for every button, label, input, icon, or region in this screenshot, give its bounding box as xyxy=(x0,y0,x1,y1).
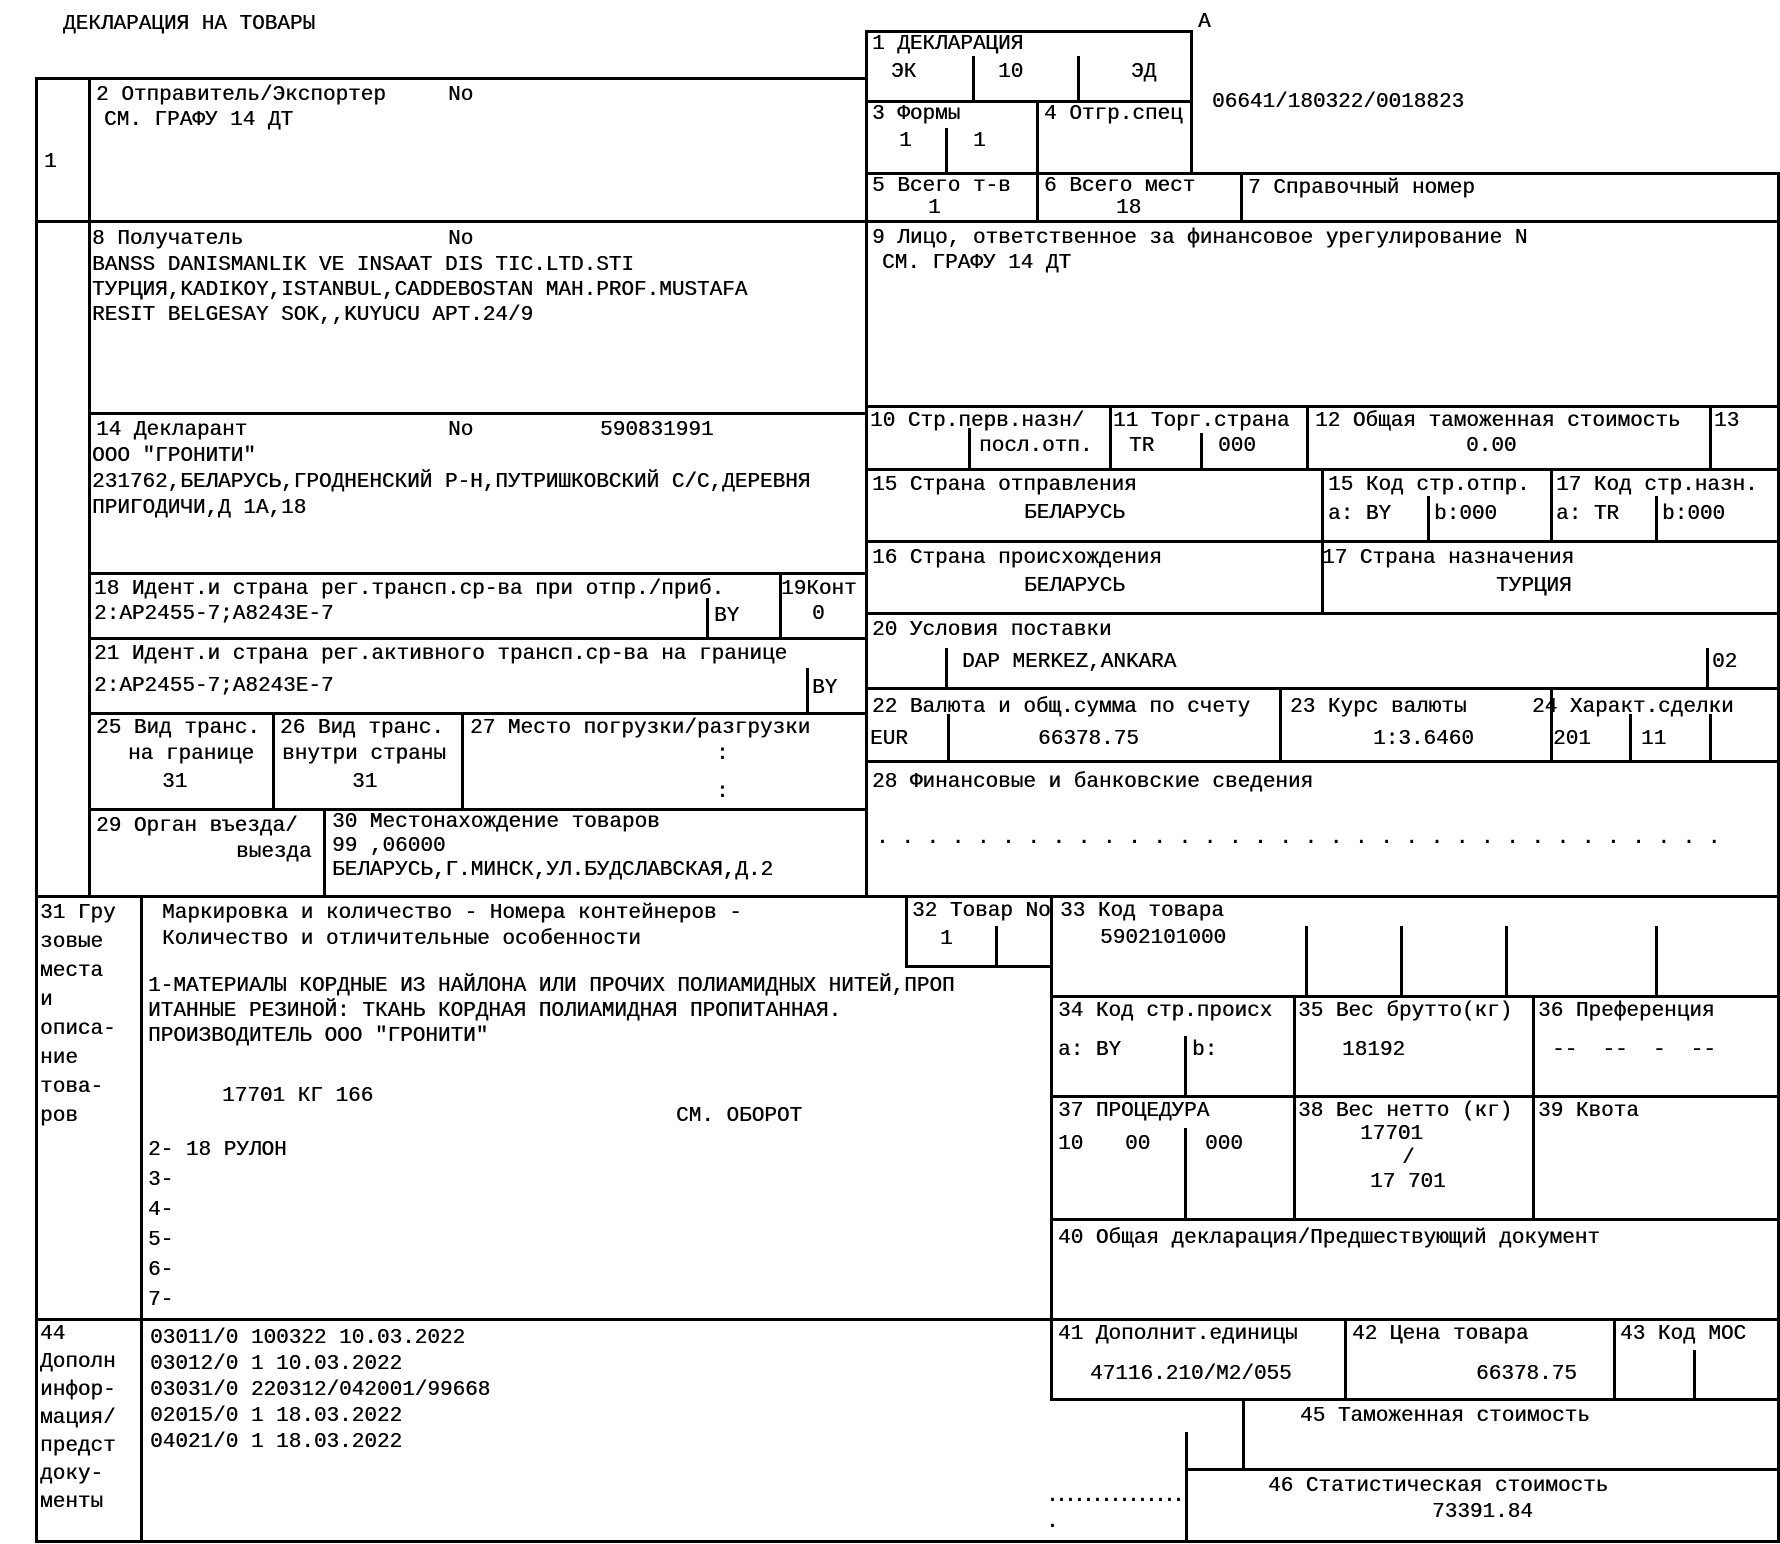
box25-label1: 25 Вид транс. xyxy=(96,717,260,740)
box19-label: 19Конт xyxy=(781,578,857,601)
grid-line xyxy=(88,572,865,575)
grid-line xyxy=(1655,496,1658,540)
box18-value: 2:АР2455-7;А8243Е-7 xyxy=(94,603,334,626)
box28-dots: . . . . . . . . . . . . . . . . . . . . . . . . . . . . . . . . . . xyxy=(876,827,1721,850)
box14-declarant-address1: 231762,БЕЛАРУСЬ,ГРОДНЕНСКИЙ Р-Н,ПУТРИШКОВСКИЙ С/С,ДЕРЕВНЯ xyxy=(92,471,811,494)
box21-value: 2:АР2455-7;А8243Е-7 xyxy=(94,675,334,698)
box9-value: СМ. ГРАФУ 14 ДТ xyxy=(882,252,1072,275)
box15a-label: 15 Код стр.отпр. xyxy=(1328,474,1530,497)
grid-line xyxy=(1279,687,1282,760)
grid-line xyxy=(806,668,809,712)
box11-code: 000 xyxy=(1218,435,1256,458)
grid-line xyxy=(1629,714,1632,760)
box31-side-label: ров xyxy=(40,1105,78,1128)
box44-document-line: 03012/0 1 10.03.2022 xyxy=(150,1353,403,1376)
box11-country: TR xyxy=(1129,435,1155,458)
grid-line xyxy=(1532,995,1535,1218)
grid-line xyxy=(972,56,975,100)
box31-header2: Количество и отличительные особенности xyxy=(162,928,641,951)
box31-side-label: описа- xyxy=(40,1018,116,1041)
box35-label: 35 Вес брутто(кг) xyxy=(1298,1000,1513,1023)
box37-value1: 10 xyxy=(1058,1133,1084,1156)
grid-line xyxy=(865,30,868,895)
box31-item: 3- xyxy=(148,1169,174,1192)
box23-label: 23 Курс валюты xyxy=(1290,696,1467,719)
grid-line xyxy=(947,714,950,760)
box15a-code-a: a: BY xyxy=(1328,503,1392,526)
box32-label: 32 Товар No xyxy=(912,900,1051,923)
box6-value: 18 xyxy=(1116,197,1142,220)
box45-label: 45 Таможенная стоимость xyxy=(1300,1405,1590,1428)
box44-document-line: 03031/0 220312/042001/99668 xyxy=(150,1379,491,1402)
box8-consignee-address1: ТУРЦИЯ,KADIKOY,ISTANBUL,CADDEBOSTAN MAH.PROF.MUSTAFA xyxy=(92,279,748,302)
box38-net-weight1: 17701 xyxy=(1360,1123,1424,1146)
box44-side-label: мация/ xyxy=(40,1407,116,1430)
box15a-code-b: b:000 xyxy=(1434,503,1498,526)
box1-kind: ЭД xyxy=(1131,61,1157,84)
box17-label: 17 Страна назначения xyxy=(1322,547,1575,570)
box31-side-label: 31 Гру xyxy=(40,902,116,925)
grid-line xyxy=(995,926,998,965)
box31-item: 4- xyxy=(148,1199,174,1222)
grid-line xyxy=(1036,100,1039,223)
box27-colon1: : xyxy=(716,743,729,766)
grid-line xyxy=(1655,926,1658,995)
box31-side-label: места xyxy=(40,960,104,983)
box31-side-label: това- xyxy=(40,1076,104,1099)
grid-line xyxy=(1200,433,1203,468)
box31-header1: Маркировка и количество - Номера контейнеров - xyxy=(162,902,742,925)
grid-line xyxy=(905,965,1050,968)
box8-consignee-address2: RESIT BELGESAY SOK,,KUYUCU APT.24/9 xyxy=(92,304,534,327)
box26-label2: внутри страны xyxy=(282,743,446,766)
box24-value1: 201 xyxy=(1553,728,1591,751)
box34-label: 34 Код стр.происх xyxy=(1058,1000,1273,1023)
box1-declaration-type: ЭК xyxy=(891,61,917,84)
box16-label: 16 Страна происхождения xyxy=(872,547,1162,570)
grid-line xyxy=(865,687,1780,690)
grid-line xyxy=(1184,1128,1187,1218)
box31-side-label: и xyxy=(40,989,53,1012)
grid-line xyxy=(1050,995,1780,998)
grid-line xyxy=(1321,468,1324,612)
box36-value: -- -- - -- xyxy=(1552,1039,1716,1062)
grid-line xyxy=(1693,1350,1696,1398)
grid-line xyxy=(35,1540,1780,1543)
box17a-code-a: a: TR xyxy=(1556,503,1620,526)
box31-side-label: ние xyxy=(40,1047,78,1070)
grid-line xyxy=(1050,1095,1780,1098)
box24-value2: 11 xyxy=(1641,728,1667,751)
box2-label: 2 Отправитель/Экспортер xyxy=(96,84,386,107)
box26-label1: 26 Вид транс. xyxy=(280,717,444,740)
box7-label: 7 Справочный номер xyxy=(1248,177,1475,200)
grid-line xyxy=(1185,1468,1780,1471)
box29-label1: 29 Орган въезда/ xyxy=(96,815,298,838)
box42-item-price: 66378.75 xyxy=(1476,1363,1577,1386)
box14-declarant-name: ООО "ГРОНИТИ" xyxy=(92,445,256,468)
box43-label: 43 Код МОС xyxy=(1620,1323,1747,1346)
grid-line xyxy=(1305,926,1308,995)
box1-label: 1 ДЕКЛАРАЦИЯ xyxy=(872,33,1024,56)
grid-line xyxy=(88,637,865,640)
grid-line xyxy=(1344,1318,1347,1398)
box44-side-label: менты xyxy=(40,1491,104,1514)
copy-number: 1 xyxy=(44,151,57,174)
grid-line xyxy=(35,1318,1780,1321)
box41-supplementary-units: 47116.210/М2/055 xyxy=(1090,1363,1292,1386)
box30-label: 30 Местонахождение товаров xyxy=(332,811,660,834)
box31-weight-line: 17701 КГ 166 xyxy=(222,1085,374,1108)
grid-line xyxy=(35,77,865,80)
box31-item: 7- xyxy=(148,1289,174,1312)
grid-line xyxy=(968,428,971,468)
box6-label: 6 Всего мест xyxy=(1044,175,1196,198)
reg-letter: A xyxy=(1198,11,1211,34)
box44-side-label: 44 xyxy=(40,1323,66,1346)
box44-document-line: 02015/0 1 18.03.2022 xyxy=(150,1405,403,1428)
box16-value: БЕЛАРУСЬ xyxy=(1024,575,1125,598)
grid-line xyxy=(88,77,91,895)
box20-code: 02 xyxy=(1712,651,1738,674)
box10-label1: 10 Стр.перв.назн/ xyxy=(870,410,1085,433)
box44-side-label: предст xyxy=(40,1435,116,1458)
box46-statistical-value: 73391.84 xyxy=(1432,1501,1533,1524)
box17a-code-b: b:000 xyxy=(1662,503,1726,526)
box27-colon2: : xyxy=(716,781,729,804)
grid-line xyxy=(323,808,326,895)
box39-label: 39 Квота xyxy=(1538,1100,1639,1123)
grid-line xyxy=(1706,648,1709,687)
fill-dots: ............... xyxy=(1046,1485,1182,1508)
box22-currency: EUR xyxy=(870,728,908,751)
grid-line xyxy=(1550,468,1553,540)
box11-label: 11 Торг.страна xyxy=(1113,410,1290,433)
box15-label: 15 Страна отправления xyxy=(872,474,1137,497)
box33-commodity-code: 5902101000 xyxy=(1100,927,1227,950)
box20-value: DAP MERKEZ,ANKARA xyxy=(962,651,1177,674)
box14-label: 14 Декларант xyxy=(96,419,248,442)
grid-line xyxy=(865,760,1780,763)
grid-line xyxy=(945,648,948,687)
grid-line xyxy=(35,77,38,1543)
box3-label: 3 Формы xyxy=(872,103,961,126)
box31-item: 5- xyxy=(148,1229,174,1252)
grid-line xyxy=(272,712,275,808)
grid-line xyxy=(1109,405,1112,468)
box24-label: 24 Характ.сделки xyxy=(1532,696,1734,719)
box32-item-number: 1 xyxy=(940,928,953,951)
grid-line xyxy=(1077,56,1080,100)
grid-line xyxy=(1709,405,1712,468)
box44-document-line: 04021/0 1 18.03.2022 xyxy=(150,1431,403,1454)
box8-label: 8 Получатель xyxy=(92,228,244,251)
box17a-label: 17 Код стр.назн. xyxy=(1556,474,1758,497)
grid-line xyxy=(1190,30,1193,175)
grid-line xyxy=(1505,926,1508,995)
box29-label2: выезда xyxy=(236,841,312,864)
grid-line xyxy=(88,412,865,415)
box34-code-a: a: BY xyxy=(1058,1039,1122,1062)
grid-line xyxy=(1613,1318,1616,1398)
box3-value2: 1 xyxy=(973,130,986,153)
box5-value: 1 xyxy=(928,197,941,220)
box18-country: BY xyxy=(714,605,740,628)
box28-label: 28 Финансовые и банковские сведения xyxy=(872,771,1314,794)
grid-line xyxy=(706,598,709,637)
box35-gross-weight: 18192 xyxy=(1342,1039,1406,1062)
box2-value: СМ. ГРАФУ 14 ДТ xyxy=(104,109,294,132)
form-title: ДЕКЛАРАЦИЯ НА ТОВАРЫ xyxy=(63,13,316,36)
box12-value: 0.00 xyxy=(1466,435,1517,458)
box34-code-b: b: xyxy=(1192,1039,1218,1062)
grid-line xyxy=(461,712,464,808)
box36-label: 36 Преференция xyxy=(1538,1000,1715,1023)
box37-value3: 000 xyxy=(1205,1133,1243,1156)
box31-item: 6- xyxy=(148,1259,174,1282)
box12-label: 12 Общая таможенная стоимость xyxy=(1315,410,1681,433)
grid-line xyxy=(1240,172,1243,223)
box17-value: ТУРЦИЯ xyxy=(1496,575,1572,598)
fill-dot: . xyxy=(1046,1511,1059,1534)
box46-label: 46 Статистическая стоимость xyxy=(1268,1475,1609,1498)
grid-line xyxy=(35,220,1780,223)
grid-line xyxy=(140,895,143,1540)
box31-goods-desc1: 1-МАТЕРИАЛЫ КОРДНЫЕ ИЗ НАЙЛОНА ИЛИ ПРОЧИХ ПОЛИАМИДНЫХ НИТЕЙ,ПРОП xyxy=(148,975,955,998)
box15-value: БЕЛАРУСЬ xyxy=(1024,502,1125,525)
box26-value: 31 xyxy=(352,771,378,794)
grid-line xyxy=(1184,1036,1187,1095)
box21-label: 21 Идент.и страна рег.активного трансп.ср-ва на границе xyxy=(94,643,788,666)
box31-goods-desc2: ИТАННЫЕ РЕЗИНОЙ: ТКАНЬ КОРДНАЯ ПОЛИАМИДНАЯ ПРОПИТАННАЯ. xyxy=(148,1000,842,1023)
box19-value: 0 xyxy=(812,603,825,626)
box14-no-label: No xyxy=(448,419,474,442)
grid-line xyxy=(1709,714,1712,760)
grid-line xyxy=(1293,995,1296,1218)
box44-document-line: 03011/0 100322 10.03.2022 xyxy=(150,1327,466,1350)
box31-see-note: СМ. ОБОРОТ xyxy=(676,1105,803,1128)
grid-line xyxy=(905,895,908,965)
box31-item: 2- 18 РУЛОН xyxy=(148,1139,287,1162)
grid-line xyxy=(1050,1398,1780,1401)
grid-line xyxy=(1427,496,1430,540)
box44-side-label: доку- xyxy=(40,1463,104,1486)
grid-line xyxy=(945,128,948,172)
box40-label: 40 Общая декларация/Предшествующий документ xyxy=(1058,1227,1600,1250)
box23-value: 1:3.6460 xyxy=(1373,728,1474,751)
grid-line xyxy=(88,712,865,715)
box31-side-label: зовые xyxy=(40,931,104,954)
box1-procedure-code: 10 xyxy=(998,61,1024,84)
box22-amount: 66378.75 xyxy=(1038,728,1139,751)
box8-consignee-name: BANSS DANISMANLIK VE INSAAT DIS TIC.LTD.STI xyxy=(92,254,634,277)
box30-code: 99 ,06000 xyxy=(332,835,446,858)
box10-label2: посл.отп. xyxy=(979,435,1093,458)
box42-label: 42 Цена товара xyxy=(1352,1323,1529,1346)
box44-side-label: Дополн xyxy=(40,1351,116,1374)
grid-line xyxy=(865,405,1780,408)
box18-label: 18 Идент.и страна рег.трансп.ср-ва при отпр./приб. xyxy=(94,578,725,601)
box41-label: 41 Дополнит.единицы xyxy=(1058,1323,1298,1346)
grid-line xyxy=(1400,926,1403,995)
box37-label: 37 ПРОЦЕДУРА xyxy=(1058,1100,1210,1123)
box31-goods-desc3: ПРОИЗВОДИТЕЛЬ ООО "ГРОНИТИ" xyxy=(148,1025,489,1048)
box38-slash: / xyxy=(1402,1147,1415,1170)
box5-label: 5 Всего т-в xyxy=(872,175,1011,198)
box14-declarant-address2: ПРИГОДИЧИ,Д 1А,18 xyxy=(92,497,307,520)
grid-line xyxy=(1050,895,1053,1398)
box2-no-label: No xyxy=(448,84,474,107)
box20-label: 20 Условия поставки xyxy=(872,619,1112,642)
box4-label: 4 Отгр.спец xyxy=(1044,103,1183,126)
box3-value1: 1 xyxy=(899,130,912,153)
box21-country: BY xyxy=(812,677,838,700)
box38-label: 38 Вес нетто (кг) xyxy=(1298,1100,1513,1123)
grid-line xyxy=(1050,1218,1780,1221)
box14-declarant-number: 590831991 xyxy=(600,419,714,442)
grid-line xyxy=(1306,405,1309,468)
grid-line xyxy=(865,612,1780,615)
grid-line xyxy=(1185,1432,1188,1540)
box25-label2: на границе xyxy=(128,743,255,766)
box9-label: 9 Лицо, ответственное за финансовое урегулирование N xyxy=(872,227,1528,250)
box37-value2: 00 xyxy=(1125,1133,1151,1156)
box8-no-label: No xyxy=(448,228,474,251)
box25-value: 31 xyxy=(162,771,188,794)
reg-number: 06641/180322/0018823 xyxy=(1212,91,1465,114)
box30-address: БЕЛАРУСЬ,Г.МИНСК,УЛ.БУДСЛАВСКАЯ,Д.2 xyxy=(332,859,774,882)
box44-side-label: инфор- xyxy=(40,1379,116,1402)
box22-label: 22 Валюта и общ.сумма по счету xyxy=(872,696,1251,719)
box33-label: 33 Код товара xyxy=(1060,900,1224,923)
box27-label: 27 Место погрузки/разгрузки xyxy=(470,717,811,740)
box13-label: 13 xyxy=(1714,410,1740,433)
grid-line xyxy=(1242,1398,1245,1468)
box38-net-weight2: 17 701 xyxy=(1370,1171,1446,1194)
